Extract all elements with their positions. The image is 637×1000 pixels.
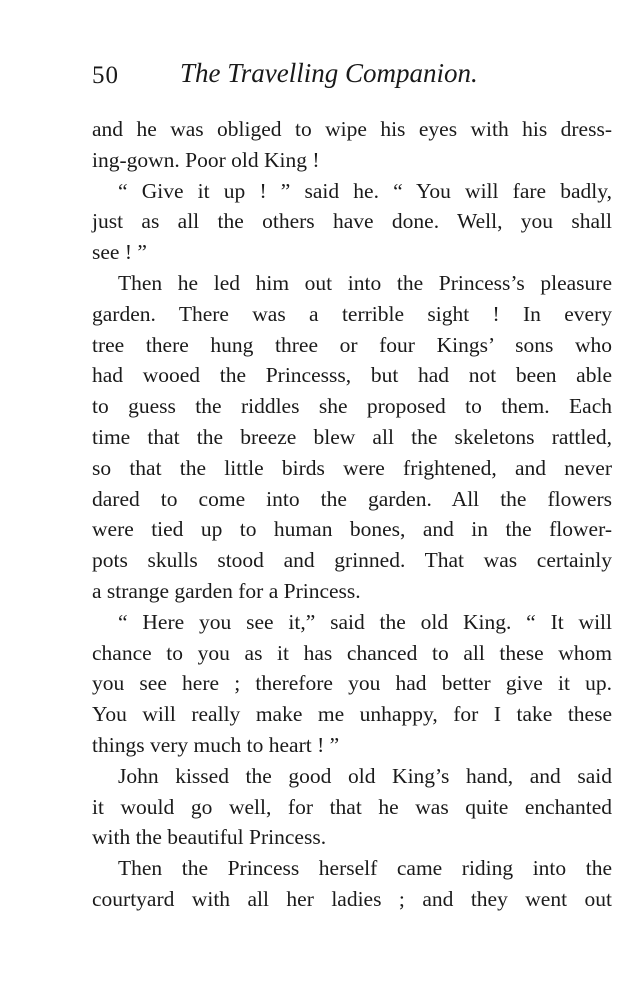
text-line: courtyard with all her ladies ; and they went out <box>92 886 612 911</box>
text-line: dared to come into the garden. All the flowers <box>92 486 612 511</box>
text-line: “ Here you see it,” said the old King. “ It will <box>118 609 612 634</box>
text-line: chance to you as it has chanced to all these whom <box>92 640 612 665</box>
text-line: you see here ; therefore you had better give it up. <box>92 671 612 696</box>
text-line: things very much to heart ! ” <box>92 732 340 757</box>
text-line: just as all the others have done. Well, you shall <box>92 209 612 234</box>
running-title: The Travelling Companion. <box>180 58 478 88</box>
text-line: and he was obliged to wipe his eyes with his dress- <box>92 117 612 141</box>
text-line: John kissed the good old King’s hand, and said <box>118 763 612 788</box>
text-line: “ Give it up ! ” said he. “ You will fare badly, <box>118 178 612 203</box>
text-line: tree there hung three or four Kings’ sons who <box>92 332 612 357</box>
text-line: Then the Princess herself came riding into the <box>118 856 612 881</box>
text-line: pots skulls stood and grinned. That was certainly <box>92 548 612 573</box>
text-line: You will really make me unhappy, for I take these <box>92 702 612 727</box>
text-line: ing-gown. Poor old King ! <box>92 147 320 172</box>
page-header <box>92 56 592 96</box>
page-number: 50 <box>92 62 119 89</box>
text-line: time that the breeze blew all the skeletons rattled, <box>92 424 612 449</box>
text-line: were tied up to human bones, and in the flower- <box>92 517 612 542</box>
text-line: garden. There was a terrible sight ! In every <box>92 301 612 326</box>
text-line: had wooed the Princesss, but had not been able <box>92 363 612 388</box>
text-line: so that the little birds were frightened, and never <box>92 455 612 480</box>
text-line: Then he led him out into the Princess’s pleasure <box>118 270 612 295</box>
text-line: to guess the riddles she proposed to them. Each <box>92 394 612 419</box>
text-line: a strange garden for a Princess. <box>92 578 361 603</box>
text-line: it would go well, for that he was quite enchanted <box>92 794 612 819</box>
body-text <box>92 114 612 915</box>
text-line: see ! ” <box>92 240 147 265</box>
text-line: with the beautiful Princess. <box>92 825 327 850</box>
